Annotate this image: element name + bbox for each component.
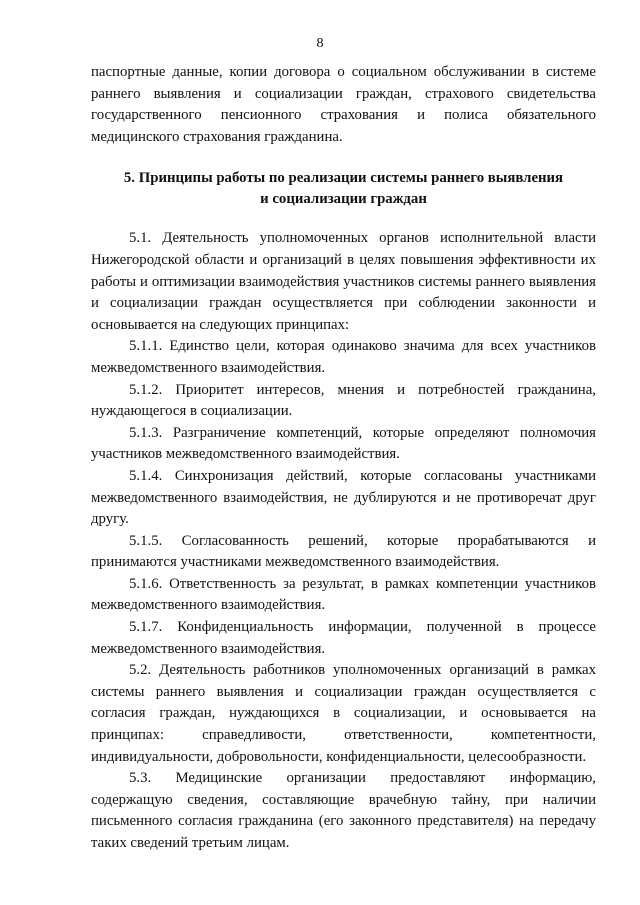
- paragraph-5-1-5: 5.1.5. Согласованность решений, которые прорабатываются и принимаются участниками межведомственного взаимодействия.: [91, 532, 596, 571]
- section-heading: [91, 168, 596, 210]
- paragraph-5-1-2: 5.1.2. Приоритет интересов, мнения и потребностей гражданина, нуждающегося в социализации.: [91, 381, 596, 420]
- page-number: 8: [316, 36, 324, 51]
- document-body: [91, 62, 596, 855]
- paragraph-5-1-4: 5.1.4. Синхронизация действий, которые согласованы участниками межведомственного взаимодействия, не дублируются и не противоречат друг другу.: [91, 467, 596, 528]
- paragraph-5-1: 5.1. Деятельность уполномоченных органов исполнительной власти Нижегородской области и организаций в целях повышения эффективности их работы и оптимизации взаимодействия участников системы раннего выявления и социализации граждан осуществляется при соблюдении законности и основывается на следующих принципах:: [91, 230, 596, 333]
- paragraph-5-2: 5.2. Деятельность работников уполномоченных организаций в рамках системы раннего выявления и социализации граждан осуществляется с согласия граждан, нуждающихся в социализации, и основывается на принципах: справедливости, ответственности, компетентности, индивидуальности, добровольности, конфиденциальности, целесообразности.: [91, 662, 596, 765]
- section-title-line-1: 5. Принципы работы по реализации системы раннего выявления: [123, 170, 564, 187]
- paragraph-5-1-3: 5.1.3. Разграничение компетенций, которые определяют полномочия участников межведомственного взаимодействия.: [91, 424, 596, 463]
- paragraph-5-1-1: 5.1.1. Единство цели, которая одинаково значима для всех участников межведомственного взаимодействия.: [91, 338, 596, 376]
- paragraph-5-1-7: 5.1.7. Конфиденциальность информации, полученной в процессе межведомственного взаимодействия.: [91, 619, 596, 657]
- section-title-line-2: и социализации граждан: [260, 191, 427, 208]
- paragraph-5-3: 5.3. Медицинские организации предоставляют информацию, содержащую сведения, составляющие врачебную тайну, при наличии письменного согласия гражданина (его законного представителя) на передачу таких сведений третьим лицам.: [91, 770, 596, 851]
- paragraph-5-1-6: 5.1.6. Ответственность за результат, в рамках компетенции участников межведомственного взаимодействия.: [91, 575, 596, 614]
- intro-paragraph: паспортные данные, копии договора о социальном обслуживании в системе раннего выявления и социализации граждан, страхового свидетельства государственного пенсионного страхования и полиса обязательного медицинского страхования гражданина.: [91, 64, 596, 145]
